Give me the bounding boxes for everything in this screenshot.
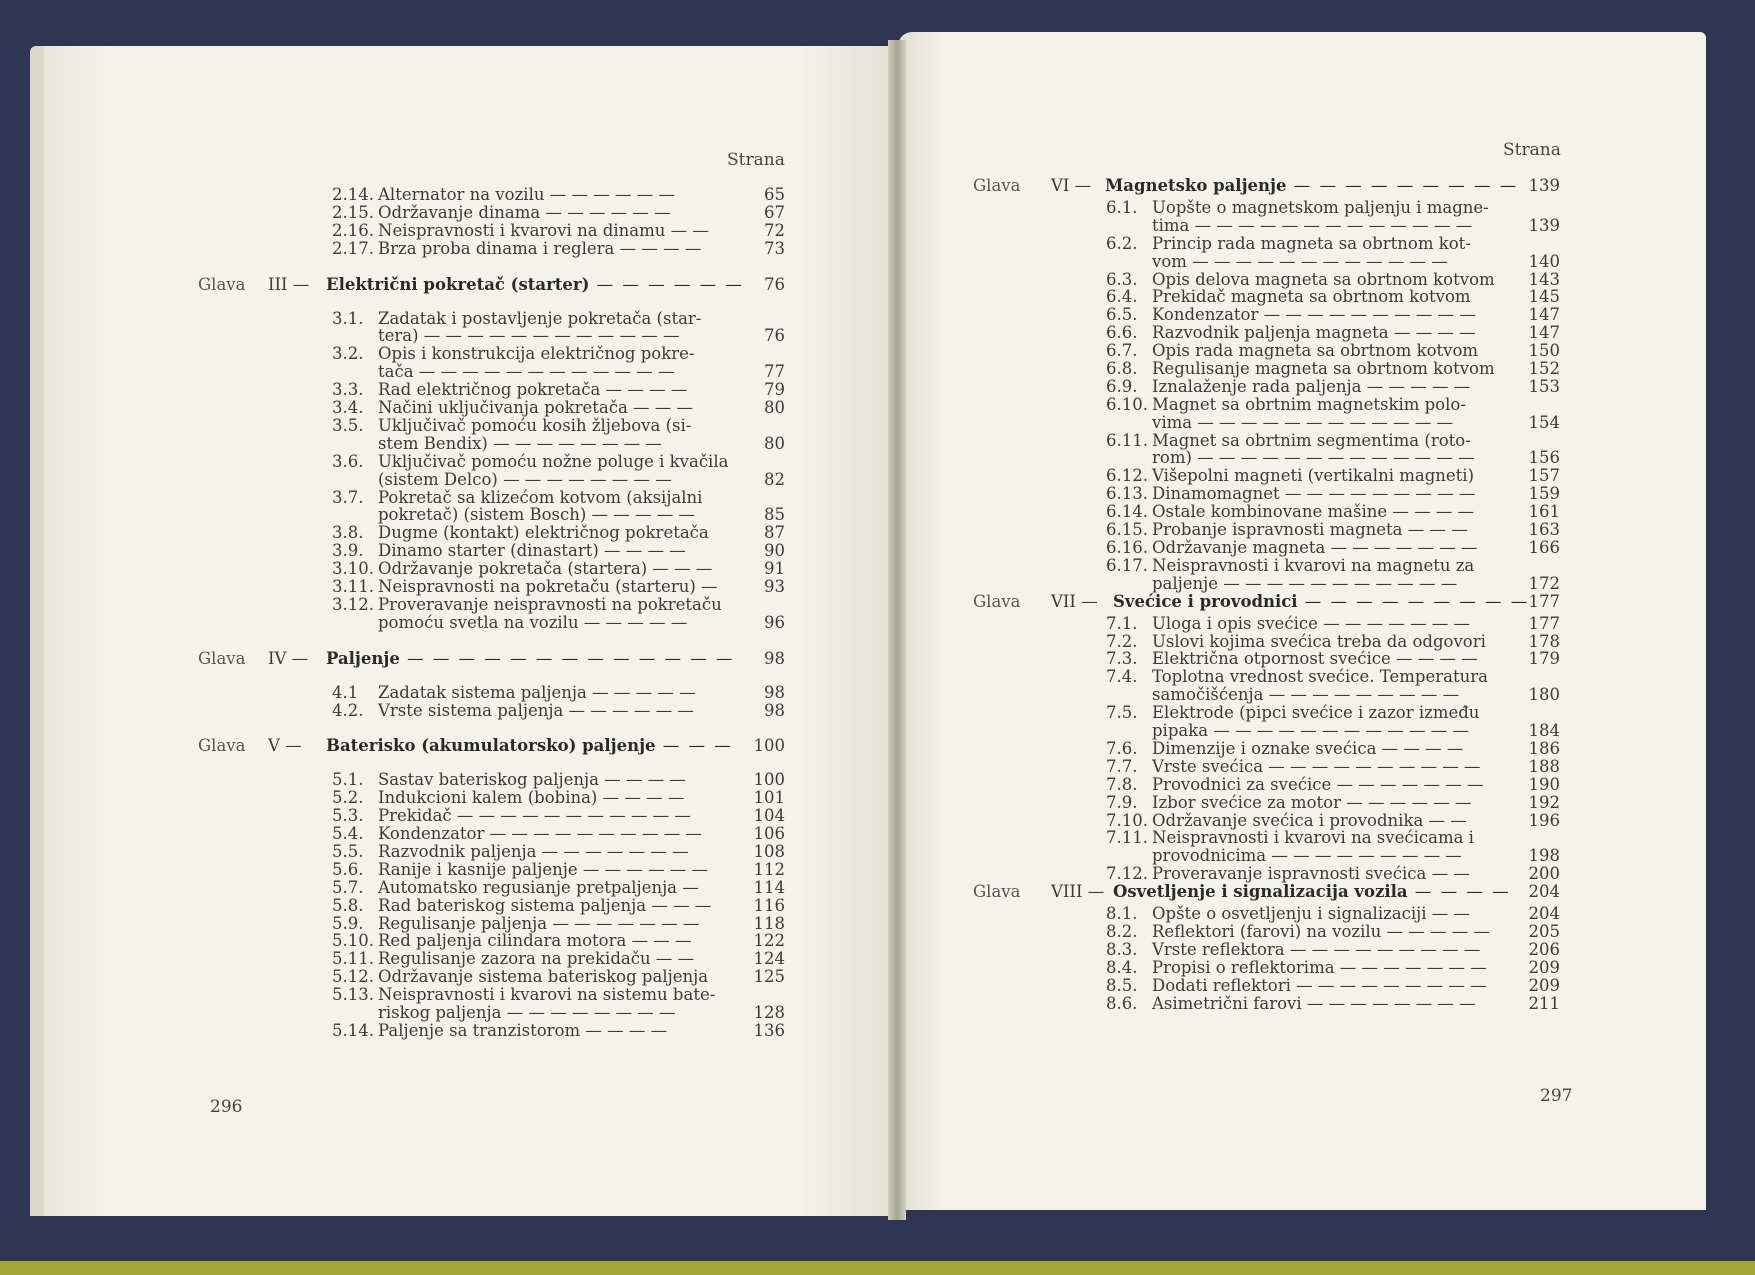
- entry-title-line: Dimenzije i oznake svećica — — — —: [1152, 738, 1464, 758]
- entry-title-line: paljenje — — — — — — — — — — —: [1152, 573, 1458, 593]
- entry-title-line: Održavanje pokretača (startera) — — —: [378, 559, 713, 579]
- chapter-page-number: 139: [1528, 176, 1560, 195]
- entry-title-line: tima — — — — — — — — — — — — —: [1152, 215, 1473, 235]
- entry-title-line: Proveravanje ispravnosti svećica — —: [1152, 864, 1470, 884]
- chapter-glava-label: Glava: [198, 736, 246, 756]
- entry-page-number: 179: [1528, 649, 1560, 669]
- entry-title-line: Kondenzator — — — — — — — — — —: [1152, 305, 1476, 325]
- entry-number: 6.14.: [1106, 502, 1148, 522]
- entry-number: 5.6.: [332, 859, 364, 879]
- entry-page-number: 108: [753, 841, 785, 861]
- entry-title-line: samočišćenja — — — — — — — — —: [1152, 685, 1460, 705]
- chapter-page-number: 177: [1528, 591, 1560, 611]
- entry-number: 6.12.: [1106, 466, 1148, 486]
- entry-title-line: Neispravnosti i kvarovi na svećicama i: [1152, 828, 1474, 848]
- entry-number: 6.5.: [1106, 305, 1138, 325]
- entry-title-line: Uslovi kojima svećica treba da odgovori: [1152, 631, 1486, 651]
- entry-title-line: Princip rada magneta sa obrtnom kot-: [1152, 233, 1471, 253]
- entry-page-number: 100: [753, 770, 785, 790]
- left-strana-header: Strana: [727, 150, 785, 170]
- entry-page-number: 73: [764, 238, 785, 258]
- entry-page-number: 65: [764, 185, 785, 204]
- entry-number: 5.8.: [332, 895, 364, 915]
- entry-page-number: 150: [1528, 341, 1560, 361]
- entry-page-number: 157: [1528, 466, 1560, 486]
- entry-number: 4.1: [332, 682, 359, 702]
- entry-page-number: 188: [1528, 756, 1560, 776]
- entry-number: 3.12.: [332, 594, 374, 614]
- leader-dashes: — — — — — — — — —: [1297, 591, 1530, 611]
- entry-title-line: Reflektori (farovi) na vozilu — — — — —: [1152, 921, 1490, 941]
- entry-page-number: 91: [764, 559, 785, 579]
- entry-number: 2.16.: [332, 220, 374, 240]
- entry-page-number: 67: [764, 202, 785, 222]
- entry-title-line: Alternator na vozilu — — — — — —: [378, 185, 675, 204]
- chapter-title-text: Osvetljenje i signalizacija vozila: [1113, 882, 1408, 902]
- entry-number: 6.10.: [1106, 394, 1148, 414]
- entry-title-line: Dugme (kontakt) električnog pokretača: [378, 523, 709, 543]
- entry-page-number: 85: [764, 505, 785, 525]
- entry-number: 5.12.: [332, 967, 374, 987]
- entry-page-number: 72: [764, 220, 785, 240]
- leader-dashes: — — — — — — — — — — — — —: [399, 648, 735, 668]
- right-strana-header: Strana: [1503, 140, 1561, 160]
- entry-number: 7.8.: [1106, 774, 1138, 794]
- entry-title-line: Pokretač sa klizećom kotvom (aksijalni: [378, 487, 703, 507]
- entry-title-line: riskog paljenja — — — — — — — —: [378, 1002, 676, 1022]
- chapter-glava-label: Glava: [973, 176, 1021, 195]
- entry-number: 5.7.: [332, 877, 364, 897]
- leader-dashes: — — — — — —: [589, 274, 744, 294]
- entry-title-line: Red paljenja cilindara motora — — —: [378, 931, 692, 951]
- entry-page-number: 136: [753, 1020, 785, 1040]
- entry-title-line: tera) — — — — — — — — — — — —: [378, 326, 680, 346]
- entry-page-number: 112: [753, 859, 785, 879]
- entry-title-line: Električna otpornost svećice — — — —: [1152, 649, 1478, 669]
- entry-number: 3.8.: [332, 523, 364, 543]
- entry-title-line: Vrste sistema paljenja — — — — — —: [378, 700, 694, 720]
- entry-title-line: Uključivač pomoću kosih žljebova (si-: [378, 415, 692, 435]
- entry-number: 5.5.: [332, 841, 364, 861]
- entry-number: 7.11.: [1106, 828, 1148, 848]
- entry-title-line: Prekidač — — — — — — — — — — —: [378, 806, 691, 826]
- entry-title-line: Dinamo starter (dinastart) — — — —: [378, 541, 686, 561]
- entry-page-number: 90: [764, 541, 785, 561]
- entry-number: 3.3.: [332, 380, 364, 400]
- entry-title-line: Izbor svećice za motor — — — — — —: [1152, 792, 1472, 812]
- entry-page-number: 98: [764, 682, 785, 702]
- entry-title-line: Vrste reflektora — — — — — — — — —: [1152, 939, 1481, 959]
- chapter-title-text: Baterisko (akumulatorsko) paljenje: [326, 736, 656, 756]
- entry-page-number: 96: [764, 612, 785, 632]
- entry-title-line: Toplotna vrednost svećice. Temperatura: [1152, 667, 1488, 687]
- entry-title-line: Neispravnosti i kvarovi na dinamu — —: [378, 220, 709, 240]
- entry-page-number: 147: [1528, 305, 1560, 325]
- entry-page-number: 211: [1528, 993, 1560, 1013]
- entry-number: 5.11.: [332, 949, 374, 969]
- chapter-glava-label: Glava: [973, 882, 1021, 902]
- entry-number: 6.17.: [1106, 555, 1148, 575]
- entry-number: 3.4.: [332, 398, 364, 417]
- entry-page-number: 180: [1528, 685, 1560, 705]
- entry-page-number: 190: [1528, 774, 1560, 794]
- entry-number: 5.9.: [332, 913, 364, 933]
- entry-title-line: Brza proba dinama i reglera — — — —: [378, 238, 702, 258]
- entry-page-number: 114: [753, 877, 785, 897]
- entry-number: 6.8.: [1106, 359, 1138, 378]
- entry-number: 6.3.: [1106, 269, 1138, 289]
- entry-title-line: Regulisanje magneta sa obrtnom kotvom: [1152, 359, 1495, 378]
- entry-title-line: Regulisanje zazora na prekidaču — —: [378, 949, 695, 969]
- entry-number: 5.3.: [332, 806, 364, 826]
- chapter-page-number: 98: [764, 648, 785, 668]
- entry-page-number: 80: [764, 398, 785, 417]
- entry-number: 2.15.: [332, 202, 374, 222]
- chapter-title-text: Paljenje: [326, 648, 400, 668]
- entry-title-line: rom) — — — — — — — — — — — — —: [1152, 448, 1475, 468]
- entry-page-number: 79: [764, 380, 785, 400]
- entry-page-number: 177: [1528, 613, 1560, 633]
- entry-title-line: Propisi o reflektorima — — — — — — —: [1152, 957, 1487, 977]
- entry-page-number: 209: [1528, 957, 1560, 977]
- entry-title-line: provodnicima — — — — — — — — —: [1152, 846, 1462, 866]
- entry-page-number: 196: [1528, 810, 1560, 830]
- entry-page-number: 143: [1528, 269, 1560, 289]
- entry-page-number: 125: [753, 967, 785, 987]
- entry-number: 8.3.: [1106, 939, 1138, 959]
- entry-title-line: Održavanje dinama — — — — — —: [378, 202, 671, 222]
- chapter-title-text: Svećice i provodnici: [1113, 591, 1298, 611]
- entry-page-number: 156: [1528, 448, 1560, 468]
- entry-page-number: 192: [1528, 792, 1560, 812]
- chapter-page-number: 100: [753, 736, 785, 756]
- entry-number: 3.5.: [332, 415, 364, 435]
- entry-title-line: pokretač) (sistem Bosch) — — — — —: [378, 505, 696, 525]
- entry-title-line: Održavanje sistema bateriskog paljenja: [378, 967, 709, 987]
- entry-title-line: pipaka — — — — — — — — — — — —: [1152, 720, 1470, 740]
- entry-title-line: Razvodnik paljenja — — — — — — —: [378, 841, 689, 861]
- entry-title-line: Sastav bateriskog paljenja — — — —: [378, 770, 686, 790]
- entry-title-line: Regulisanje paljenja — — — — — — —: [378, 913, 700, 933]
- chapter-roman-number: VII —: [1051, 591, 1098, 611]
- entry-number: 8.6.: [1106, 993, 1138, 1013]
- entry-title-line: Opis i konstrukcija električnog pokre-: [378, 344, 695, 364]
- entry-page-number: 76: [764, 326, 785, 346]
- entry-page-number: 198: [1528, 846, 1560, 866]
- entry-title-line: Neispravnosti na pokretaču (starteru) —: [378, 577, 718, 596]
- entry-number: 5.2.: [332, 788, 364, 808]
- entry-title-line: Uloga i opis svećice — — — — — — —: [1152, 613, 1471, 633]
- entry-number: 6.4.: [1106, 287, 1138, 307]
- entry-number: 8.5.: [1106, 975, 1138, 995]
- entry-page-number: 87: [764, 523, 785, 543]
- entry-number: 2.17.: [332, 238, 374, 258]
- entry-number: 3.10.: [332, 559, 374, 579]
- chapter-glava-label: Glava: [198, 648, 246, 668]
- entry-number: 7.5.: [1106, 703, 1138, 723]
- leader-dashes: — — — —: [1407, 882, 1511, 902]
- entry-number: 7.12.: [1106, 864, 1148, 884]
- chapter-title: [1105, 177, 1518, 195]
- entry-title-line: Magnet sa obrtnim segmentima (roto-: [1152, 430, 1471, 450]
- entry-title-line: Automatsko regusianje pretpaljenja —: [378, 877, 699, 897]
- chapter-page-number: 204: [1528, 882, 1560, 902]
- entry-title-line: Višepolni magneti (vertikalni magneti): [1152, 466, 1475, 486]
- entry-number: 6.1.: [1106, 197, 1138, 217]
- entry-title-line: Ranije i kasnije paljenje — — — — — —: [378, 859, 709, 879]
- entry-title-line: Načini uključivanja pokretača — — —: [378, 398, 694, 417]
- entry-title-line: Održavanje magneta — — — — — — —: [1152, 538, 1478, 557]
- right-page-number: 297: [1540, 1086, 1573, 1106]
- entry-title-line: Kondenzator — — — — — — — — — —: [378, 824, 702, 843]
- entry-title-line: Vrste svećica — — — — — — — — — —: [1152, 756, 1481, 776]
- entry-number: 6.13.: [1106, 484, 1148, 504]
- entry-title-line: Dodati reflektori — — — — — — — — —: [1152, 975, 1487, 995]
- entry-page-number: 159: [1528, 484, 1560, 504]
- entry-page-number: 172: [1528, 573, 1560, 593]
- entry-number: 6.16.: [1106, 538, 1148, 557]
- entry-number: 7.4.: [1106, 667, 1138, 687]
- entry-page-number: 209: [1528, 975, 1560, 995]
- entry-number: 6.6.: [1106, 323, 1138, 343]
- entry-number: 5.1.: [332, 770, 364, 790]
- entry-number: 6.2.: [1106, 233, 1138, 253]
- entry-title-line: Održavanje svećica i provodnika — —: [1152, 810, 1467, 830]
- entry-number: 5.14.: [332, 1020, 374, 1040]
- entry-page-number: 139: [1528, 215, 1560, 235]
- entry-title-line: Neispravnosti i kvarovi na magnetu za: [1152, 555, 1475, 575]
- entry-title-line: Razvodnik paljenja magneta — — — —: [1152, 323, 1476, 343]
- chapter-title: [1113, 883, 1511, 901]
- entry-page-number: 161: [1528, 502, 1560, 522]
- entry-page-number: 104: [753, 806, 785, 826]
- entry-page-number: 80: [764, 433, 785, 453]
- entry-page-number: 118: [753, 913, 785, 933]
- entry-title-line: Indukcioni kalem (bobina) — — — —: [378, 788, 685, 808]
- entry-number: 7.6.: [1106, 738, 1138, 758]
- entry-page-number: 178: [1528, 631, 1560, 651]
- entry-page-number: 206: [1528, 939, 1560, 959]
- entry-number: 5.4.: [332, 824, 364, 843]
- entry-title-line: tača — — — — — — — — — — — —: [378, 362, 675, 382]
- entry-page-number: 124: [753, 949, 785, 969]
- entry-title-line: Prekidač magneta sa obrtnom kotvom: [1152, 287, 1471, 307]
- chapter-title: [326, 650, 735, 668]
- entry-page-number: 166: [1528, 538, 1560, 557]
- entry-title-line: Opšte o osvetljenju i signalizaciji — —: [1152, 904, 1471, 923]
- entry-page-number: 122: [753, 931, 785, 951]
- entry-number: 7.10.: [1106, 810, 1148, 830]
- entry-title-line: Elektrode (pipci svećice i zazor između: [1152, 703, 1480, 723]
- chapter-roman-number: IV —: [268, 648, 309, 668]
- entry-number: 7.3.: [1106, 649, 1138, 669]
- entry-title-line: vima — — — — — — — — — — — —: [1152, 412, 1454, 432]
- entry-page-number: 200: [1528, 864, 1560, 884]
- entry-title-line: Asimetrični farovi — — — — — — — —: [1152, 993, 1476, 1013]
- entry-title-line: Probanje ispravnosti magneta — — —: [1152, 520, 1468, 540]
- entry-page-number: 128: [753, 1002, 785, 1022]
- entry-page-number: 154: [1528, 412, 1560, 432]
- entry-number: 3.7.: [332, 487, 364, 507]
- entry-number: 3.1.: [332, 308, 364, 328]
- entry-number: 5.10.: [332, 931, 374, 951]
- entry-page-number: 184: [1528, 720, 1560, 740]
- chapter-title-text: Električni pokretač (starter): [326, 274, 590, 294]
- entry-title-line: stem Bendix) — — — — — — — —: [378, 433, 662, 453]
- leader-dashes: — — — — — — — — —: [1286, 176, 1519, 195]
- entry-number: 8.4.: [1106, 957, 1138, 977]
- entry-number: 3.11.: [332, 577, 374, 596]
- entry-title-line: Opis delova magneta sa obrtnom kotvom: [1152, 269, 1495, 289]
- chapter-roman-number: V —: [268, 736, 302, 756]
- entry-title-line: Uključivač pomoću nožne poluge i kvačila: [378, 451, 729, 471]
- book-spine: [888, 40, 906, 1220]
- left-page-number: 296: [210, 1097, 243, 1117]
- entry-page-number: 82: [764, 469, 785, 489]
- entry-number: 6.11.: [1106, 430, 1148, 450]
- entry-number: 7.9.: [1106, 792, 1138, 812]
- chapter-title: [326, 276, 744, 294]
- entry-number: 3.2.: [332, 344, 364, 364]
- entry-title-line: Magnet sa obrtnim magnetskim polo-: [1152, 394, 1466, 414]
- entry-page-number: 186: [1528, 738, 1560, 758]
- entry-page-number: 116: [753, 895, 785, 915]
- entry-title-line: Rad bateriskog sistema paljenja — — —: [378, 895, 712, 915]
- entry-title-line: Rad električnog pokretača — — — —: [378, 380, 688, 400]
- entry-number: 8.2.: [1106, 921, 1138, 941]
- entry-page-number: 106: [753, 824, 785, 843]
- entry-title-line: Uopšte o magnetskom paljenju i magne-: [1152, 197, 1489, 217]
- entry-page-number: 98: [764, 700, 785, 720]
- entry-number: 4.2.: [332, 700, 364, 720]
- entry-number: 5.13.: [332, 985, 374, 1005]
- chapter-title: [326, 737, 733, 755]
- chapter-page-number: 76: [764, 274, 785, 294]
- entry-number: 6.7.: [1106, 341, 1138, 361]
- chapter-glava-label: Glava: [973, 591, 1021, 611]
- entry-number: 3.9.: [332, 541, 364, 561]
- entry-title-line: Provodnici za svećice — — — — — — —: [1152, 774, 1484, 794]
- entry-number: 6.15.: [1106, 520, 1148, 540]
- entry-page-number: 77: [764, 362, 785, 382]
- entry-page-number: 163: [1528, 520, 1560, 540]
- entry-title-line: Proveravanje neispravnosti na pokretaču: [378, 594, 722, 614]
- chapter-title: [1113, 593, 1529, 611]
- entry-page-number: 205: [1528, 921, 1560, 941]
- entry-title-line: pomoću svetla na vozilu — — — — —: [378, 612, 688, 632]
- chapter-glava-label: Glava: [198, 274, 246, 294]
- entry-page-number: 145: [1528, 287, 1560, 307]
- entry-page-number: 101: [753, 788, 785, 808]
- chapter-roman-number: VIII —: [1051, 882, 1105, 902]
- chapter-title-text: Magnetsko paljenje: [1105, 176, 1287, 195]
- entry-page-number: 204: [1528, 904, 1560, 923]
- entry-page-number: 152: [1528, 359, 1560, 378]
- entry-page-number: 153: [1528, 376, 1560, 396]
- chapter-roman-number: VI —: [1051, 176, 1092, 195]
- entry-number: 7.7.: [1106, 756, 1138, 776]
- entry-title-line: Zadatak sistema paljenja — — — — —: [378, 682, 696, 702]
- entry-title-line: Zadatak i postavljenje pokretača (star-: [378, 308, 702, 328]
- entry-title-line: (sistem Delco) — — — — — — — —: [378, 469, 672, 489]
- leader-dashes: — — —: [655, 736, 733, 756]
- entry-number: 2.14.: [332, 185, 374, 204]
- scan-bottom-edge: [0, 1261, 1755, 1275]
- entry-page-number: 140: [1528, 251, 1560, 271]
- chapter-roman-number: III —: [268, 274, 310, 294]
- entry-title-line: Ostale kombinovane mašine — — — —: [1152, 502, 1475, 522]
- entry-page-number: 93: [764, 577, 785, 596]
- entry-page-number: 147: [1528, 323, 1560, 343]
- entry-title-line: Dinamomagnet — — — — — — — — —: [1152, 484, 1476, 504]
- entry-title-line: vom — — — — — — — — — — — —: [1152, 251, 1448, 271]
- entry-title-line: Paljenje sa tranzistorom — — — —: [378, 1020, 668, 1040]
- entry-number: 7.2.: [1106, 631, 1138, 651]
- entry-title-line: Iznalaženje rada paljenja — — — — —: [1152, 376, 1471, 396]
- entry-number: 6.9.: [1106, 376, 1138, 396]
- entry-number: 3.6.: [332, 451, 364, 471]
- entry-title-line: Opis rada magneta sa obrtnom kotvom: [1152, 341, 1479, 361]
- entry-title-line: Neispravnosti i kvarovi na sistemu bate-: [378, 985, 716, 1005]
- entry-number: 7.1.: [1106, 613, 1138, 633]
- entry-number: 8.1.: [1106, 904, 1138, 923]
